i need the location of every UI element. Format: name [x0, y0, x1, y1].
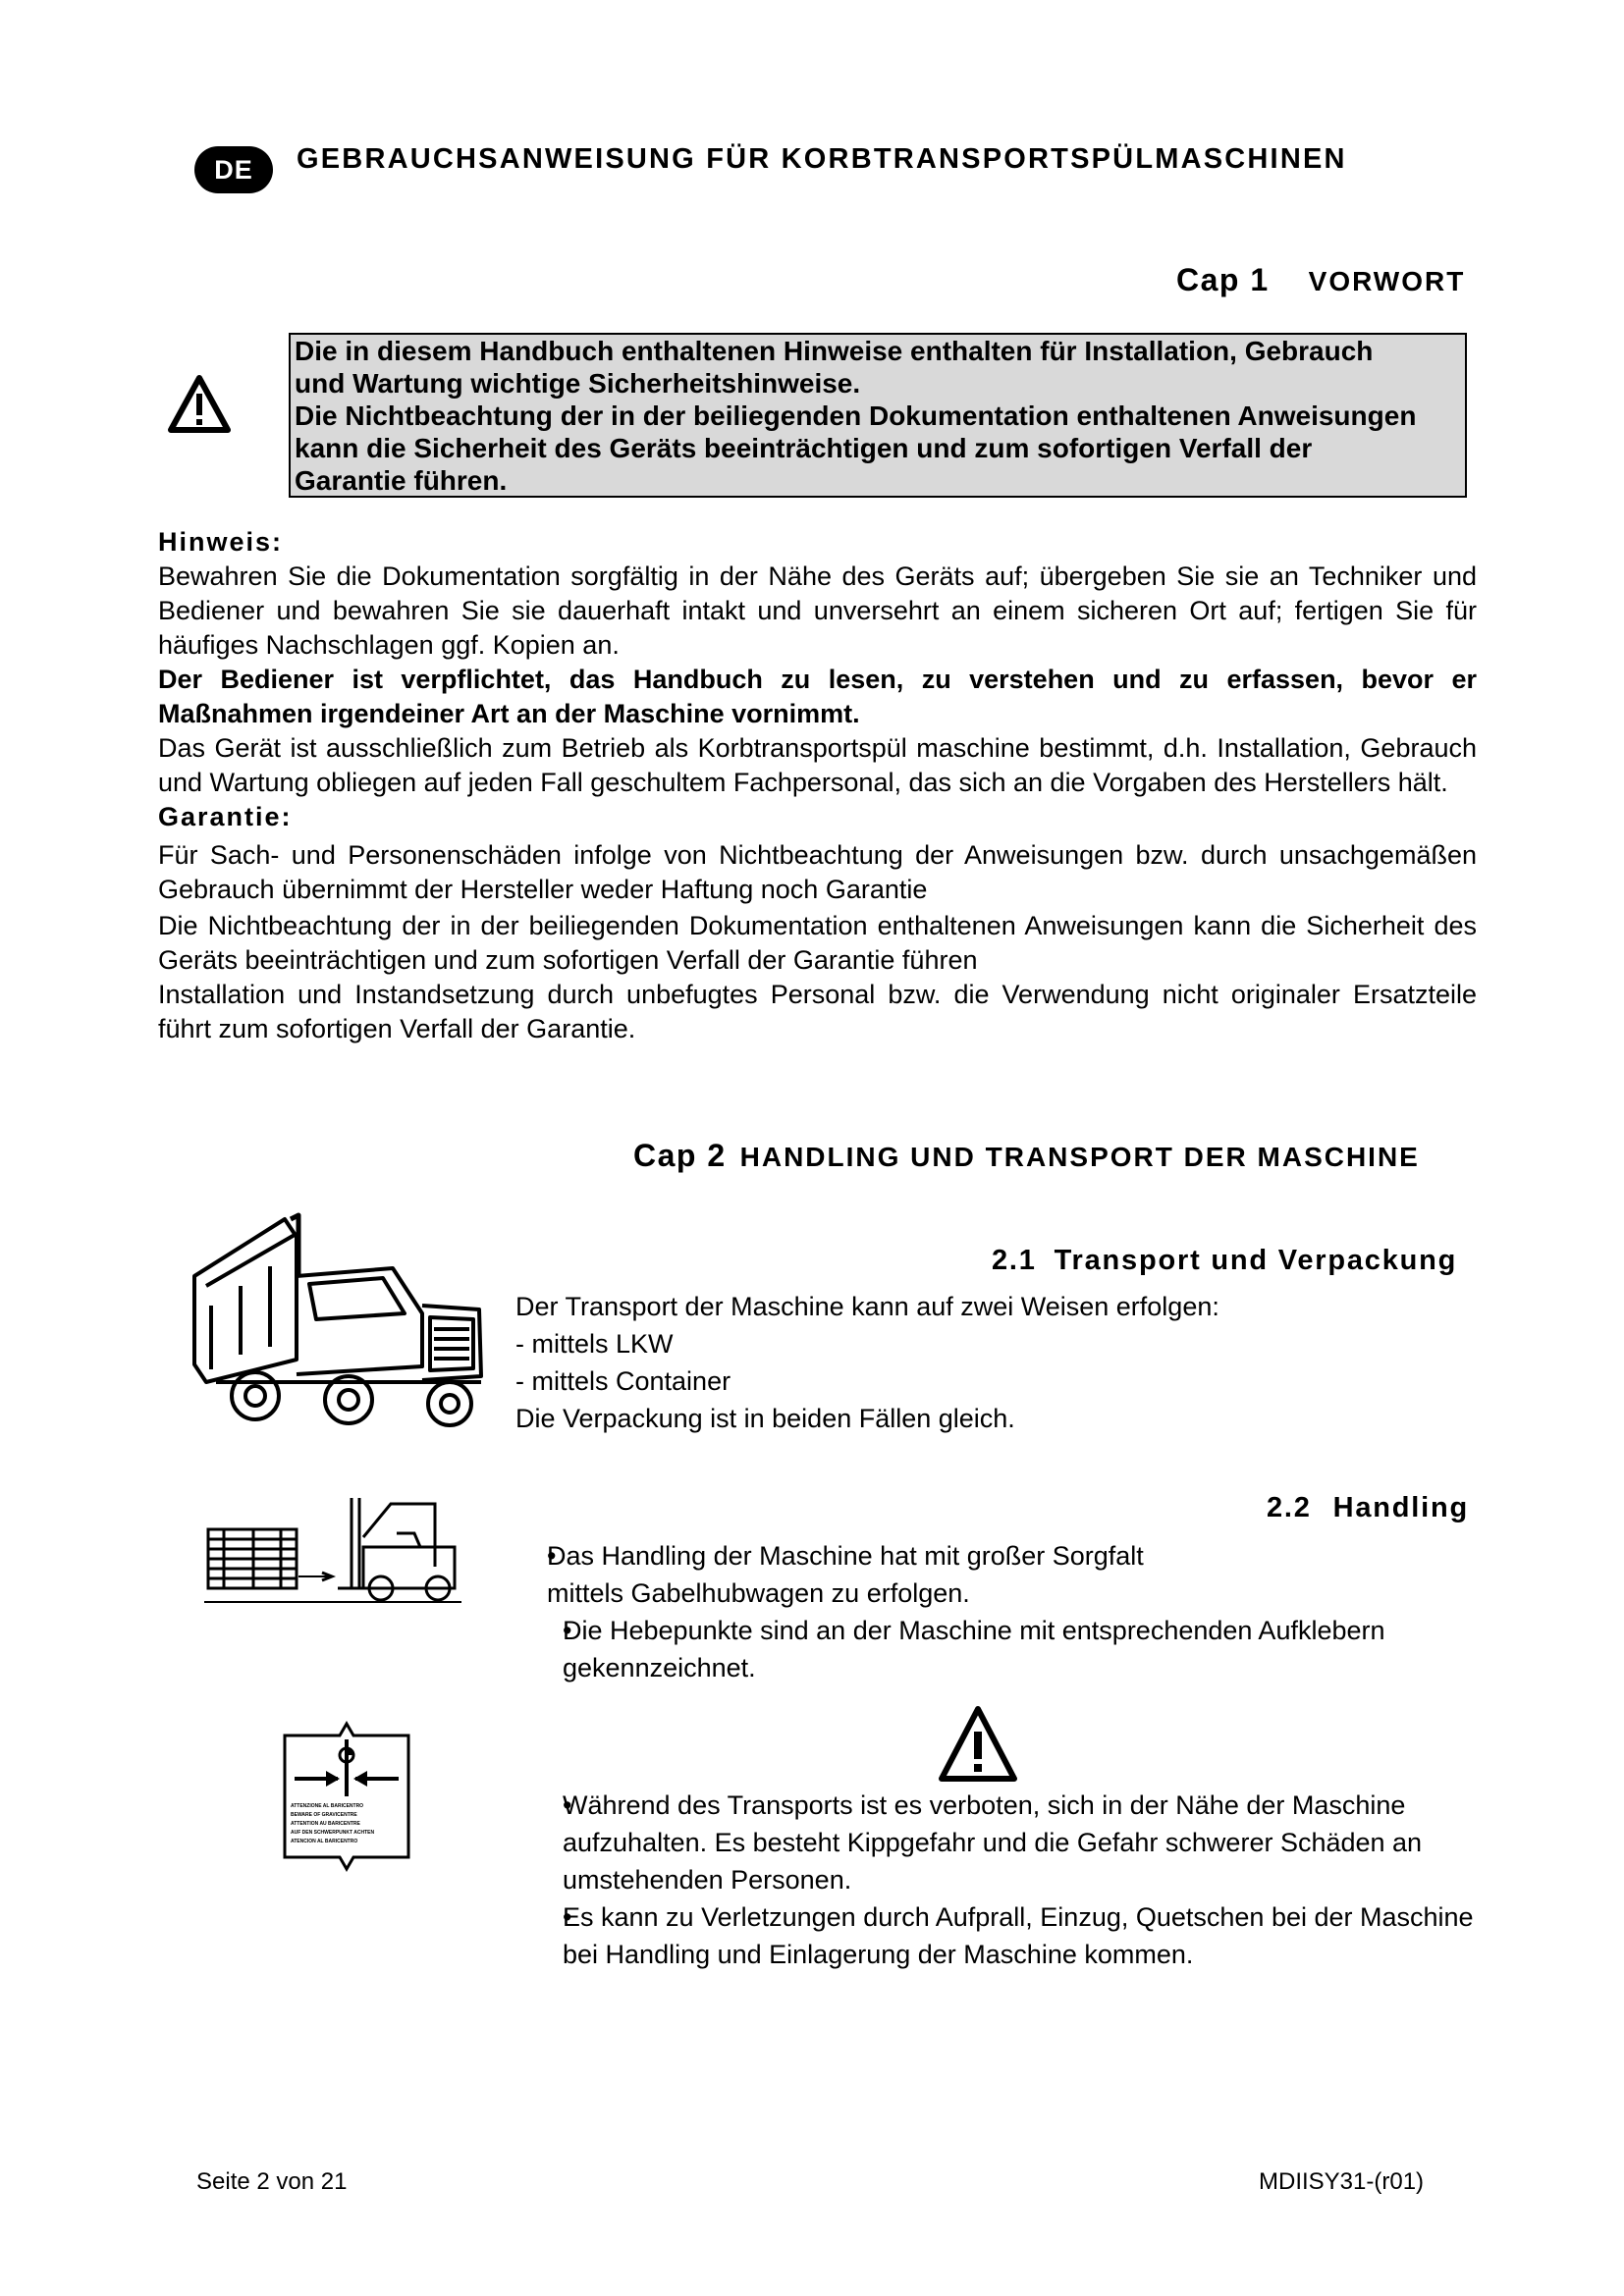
forklift-illustration — [204, 1490, 461, 1608]
garantie-paragraph: Für Sach- und Personenschäden infolge von Nichtbeachtung der Anweisungen bzw. durch unsachgemäßen Gebrauch übernimmt der Hersteller weder Haftung noch Garantie — [158, 840, 1477, 904]
list-item-text: Während des Transports ist es verboten, sich in der Nähe der Maschine aufzuhalten. Es besteht Kippgefahr und die Gefahr schwerer Schäden an umstehenden Personen. — [563, 1790, 1423, 1895]
garantie-paragraph: Die Nichtbeachtung der in der beiliegenden Dokumentation enthaltenen Anweisungen kann die Sicherheit des Geräts beeinträchtigen und zum sofortigen Verfall der Garantie führen — [158, 911, 1477, 975]
list-item-text: Das Handling der Maschine hat mit großer Sorgfalt mittels Gabelhubwagen zu erfolgen. — [547, 1541, 1144, 1608]
handling-list — [515, 1537, 1478, 1686]
section-2-1-number: 2.1 — [992, 1245, 1037, 1276]
chapter-1-heading — [1176, 262, 1465, 298]
garantie-paragraph: Installation und Instandsetzung durch unbefugtes Personal bzw. die Verwendung nicht originaler Ersatzteile führt zum sofortigen Verfall der Garantie. — [158, 980, 1477, 1043]
warning-line: Die Nichtbeachtung der in der beiliegenden Dokumentation enthaltenen Anweisungen — [295, 400, 1417, 431]
document-code: MDIISY31-(r01) — [1259, 2168, 1425, 2195]
transport-line: - mittels LKW — [515, 1329, 674, 1359]
foreword-body — [158, 525, 1477, 1046]
truck-illustration — [187, 1207, 486, 1435]
transport-line: - mittels Container — [515, 1366, 731, 1396]
label-text — [291, 1802, 405, 1846]
list-item — [515, 1787, 1478, 1898]
section-2-1-heading — [992, 1245, 1457, 1277]
list-item-text: Es kann zu Verletzungen durch Aufprall, Einzug, Quetschen bei der Maschine bei Handling und Einlagerung der Maschine kommen. — [563, 1902, 1474, 1969]
list-item — [515, 1537, 1478, 1612]
list-item-text: Die Hebepunkte sind an der Maschine mit entsprechenden Aufklebern gekennzeichnet. — [563, 1616, 1385, 1682]
transport-warnings-list — [515, 1787, 1478, 1973]
list-item — [515, 1898, 1478, 1973]
list-item — [515, 1612, 1478, 1686]
warning-line: kann die Sicherheit des Geräts beeinträchtigen und zum sofortigen Verfall der — [295, 433, 1313, 463]
chapter-1-title: VORWORT — [1308, 266, 1466, 296]
transport-line: Der Transport der Maschine kann auf zwei Weisen erfolgen: — [515, 1292, 1219, 1321]
center-of-gravity-label — [281, 1720, 412, 1873]
warning-triangle-icon — [937, 1704, 1019, 1785]
warning-line: Garantie führen. — [295, 465, 508, 496]
label-line: BEWARE OF GRAVICENTRE — [291, 1812, 357, 1818]
document-title: GEBRAUCHSANWEISUNG FÜR KORBTRANSPORTSPÜLMASCHINEN — [297, 143, 1347, 175]
warning-triangle-icon — [167, 374, 232, 435]
chapter-2-number: Cap 2 — [633, 1138, 727, 1173]
label-line: ATENCION AL BARICENTRO — [291, 1839, 358, 1844]
page-number: Seite 2 von 21 — [196, 2168, 348, 2195]
warning-box — [289, 333, 1467, 498]
hinweis-label: Hinweis: — [158, 527, 284, 557]
section-2-2-number: 2.2 — [1267, 1492, 1312, 1523]
hinweis-paragraph-2: Das Gerät ist ausschließlich zum Betrieb als Korbtransportspül maschine bestimmt, d.h. Installation, Gebrauch und Wartung obliegen auf jeden Fall geschultem Fachpersonal, das sich an die Vorgaben des Herstellers hält. — [158, 733, 1477, 797]
transport-line: Die Verpackung ist in beiden Fällen gleich. — [515, 1404, 1015, 1433]
chapter-2-title: HANDLING UND TRANSPORT DER MASCHINE — [739, 1142, 1420, 1172]
label-line: AUF DEN SCHWERPUNKT ACHTEN — [291, 1830, 375, 1836]
warning-line: Die in diesem Handbuch enthaltenen Hinweise enthalten für Installation, Gebrauch — [295, 336, 1374, 366]
language-badge: DE — [194, 146, 273, 193]
section-2-1-body — [515, 1288, 1478, 1437]
section-2-2-title: Handling — [1332, 1492, 1470, 1523]
warning-line: und Wartung wichtige Sicherheitshinweise. — [295, 368, 861, 399]
garantie-label: Garantie: — [158, 802, 293, 831]
section-2-1-title: Transport und Verpackung — [1054, 1245, 1458, 1276]
chapter-1-number: Cap 1 — [1176, 262, 1270, 297]
section-2-2-heading — [1267, 1492, 1469, 1524]
label-line: ATTENTION AU BARICENTRE — [291, 1821, 360, 1827]
chapter-2-heading — [633, 1138, 1420, 1174]
label-line: ATTENZIONE AL BARICENTRO — [291, 1803, 364, 1809]
hinweis-paragraph: Bewahren Sie die Dokumentation sorgfältig in der Nähe des Geräts auf; übergeben Sie sie an Techniker und Bediener und bewahren Sie sie dauerhaft intakt und unversehrt an einem sicheren Ort auf; fertigen Sie für häufiges Nachschlagen ggf. Kopien an. — [158, 561, 1477, 660]
hinweis-bold-paragraph: Der Bediener ist verpflichtet, das Handbuch zu lesen, zu verstehen und zu erfassen, bevor er Maßnahmen irgendeiner Art an der Maschine vornimmt. — [158, 665, 1477, 728]
